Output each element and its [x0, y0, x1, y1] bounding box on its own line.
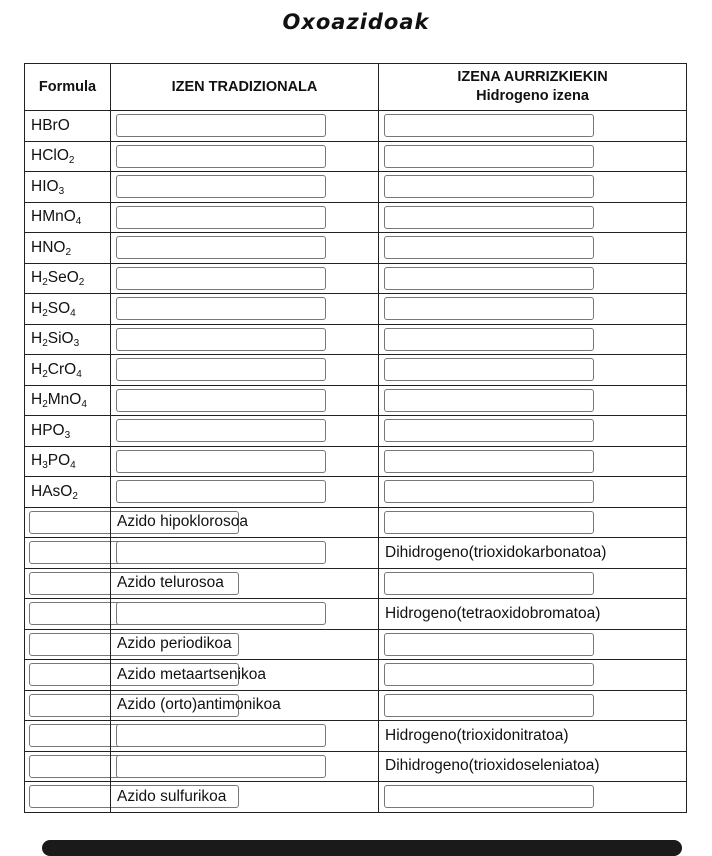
formula-cell: [25, 294, 111, 325]
prefix-name-input[interactable]: [384, 663, 594, 686]
table-row: [25, 294, 687, 325]
traditional-name-cell: [111, 538, 379, 569]
traditional-name-cell: [111, 355, 379, 386]
formula-cell: [25, 141, 111, 172]
formula-cell: [25, 477, 111, 508]
table-row: [25, 111, 687, 142]
prefix-name-cell: [379, 751, 687, 782]
table-row: [25, 141, 687, 172]
traditional-name-cell: [111, 233, 379, 264]
traditional-name-input[interactable]: [116, 541, 326, 564]
table-row: [25, 538, 687, 569]
formula-cell: [25, 385, 111, 416]
formula-cell: [25, 690, 111, 721]
prefix-name-cell: [379, 446, 687, 477]
traditional-name-cell: [111, 477, 379, 508]
prefix-name-cell: [379, 721, 687, 752]
table-row: [25, 416, 687, 447]
prefix-name-cell: [379, 233, 687, 264]
prefix-name-cell: [379, 172, 687, 203]
prefix-name-cell: [379, 385, 687, 416]
traditional-name-cell: [111, 141, 379, 172]
table-row: [25, 690, 687, 721]
prefix-name-text: Dihidrogeno(trioxidoseleniatoa): [385, 757, 600, 775]
formula-cell: [25, 111, 111, 142]
table-row: [25, 721, 687, 752]
formula-cell: [25, 416, 111, 447]
table-row: [25, 477, 687, 508]
traditional-name-cell: [111, 263, 379, 294]
formula-part: H: [31, 360, 43, 378]
traditional-name-cell: [111, 446, 379, 477]
formula-part: H: [31, 452, 43, 470]
traditional-name-input[interactable]: [116, 328, 326, 351]
prefix-name-cell: [379, 324, 687, 355]
table-row: [25, 263, 687, 294]
traditional-name-cell: [111, 568, 379, 599]
table-row: [25, 385, 687, 416]
formula-cell: [25, 568, 111, 599]
prefix-name-input[interactable]: [384, 358, 594, 381]
traditional-name-input[interactable]: [116, 145, 326, 168]
formula-part: MnO: [47, 391, 82, 409]
formula-subscript: 2: [65, 246, 72, 258]
traditional-name-cell: [111, 690, 379, 721]
traditional-name-cell: [111, 782, 379, 813]
formula-cell: [25, 233, 111, 264]
prefix-name-text: Hidrogeno(trioxidonitratoa): [385, 726, 569, 744]
prefix-name-cell: [379, 294, 687, 325]
formula-subscript: 2: [42, 307, 48, 319]
prefix-name-cell: [379, 782, 687, 813]
traditional-name-cell: [111, 172, 379, 203]
table-row: [25, 660, 687, 691]
formula-subscript: 2: [42, 277, 48, 289]
prefix-name-input[interactable]: [384, 694, 594, 717]
traditional-name-input[interactable]: [116, 206, 326, 229]
header-row: [25, 64, 687, 111]
traditional-name-cell: [111, 507, 379, 538]
table-row: [25, 172, 687, 203]
formula-cell: [25, 446, 111, 477]
prefix-name-input[interactable]: [384, 236, 594, 259]
prefix-name-input[interactable]: [384, 633, 594, 656]
formula-part: HIO: [31, 177, 59, 195]
formula-subscript: 4: [70, 307, 76, 319]
formula-cell: [25, 172, 111, 203]
formula-subscript: 3: [58, 185, 65, 197]
traditional-name-input[interactable]: [116, 755, 326, 778]
traditional-name-cell: [111, 294, 379, 325]
formula-part: SeO: [47, 269, 79, 287]
formula-subscript: 2: [42, 368, 48, 380]
formula-part: CrO: [47, 360, 77, 378]
formula-part: H: [31, 330, 43, 348]
formula-part: HAsO: [31, 482, 73, 500]
prefix-name-input[interactable]: [384, 297, 594, 320]
formula-cell: [25, 751, 111, 782]
prefix-name-cell: [379, 111, 687, 142]
prefix-name-input[interactable]: [384, 419, 594, 442]
traditional-name-cell: [111, 416, 379, 447]
table-row: [25, 599, 687, 630]
formula-part: H: [31, 269, 43, 287]
prefix-name-input[interactable]: [384, 145, 594, 168]
formula-part: SiO: [47, 330, 74, 348]
prefix-name-input[interactable]: [384, 206, 594, 229]
formula-cell: [25, 263, 111, 294]
formula-part: PO: [47, 452, 71, 470]
formula-cell: [25, 660, 111, 691]
prefix-name-text: Dihidrogeno(trioxidokarbonatoa): [385, 543, 607, 561]
traditional-name-text: Azido periodikoa: [117, 635, 232, 653]
formula-subscript: 3: [73, 338, 80, 350]
traditional-name-cell: [111, 629, 379, 660]
table-row: [25, 568, 687, 599]
formula-cell: [25, 629, 111, 660]
prefix-name-cell: [379, 202, 687, 233]
formula-subscript: 2: [72, 490, 78, 502]
prefix-name-input[interactable]: [384, 572, 594, 595]
traditional-name-input[interactable]: [116, 480, 326, 503]
prefix-name-cell: [379, 416, 687, 447]
traditional-name-input[interactable]: [116, 236, 326, 259]
traditional-name-input[interactable]: [116, 389, 326, 412]
traditional-name-text: Azido hipoklorosoa: [117, 513, 248, 531]
formula-part: SO: [47, 299, 71, 317]
table-row: [25, 202, 687, 233]
formula-subscript: 4: [70, 460, 76, 472]
traditional-name-cell: [111, 385, 379, 416]
header-prefix-line1: IZENA AURRIZKIEKIN: [457, 69, 608, 85]
header-traditional-name: IZEN TRADIZIONALA: [111, 64, 379, 111]
prefix-name-text: Hidrogeno(tetraoxidobromatoa): [385, 604, 601, 622]
traditional-name-text: Azido sulfurikoa: [117, 787, 227, 805]
traditional-name-input[interactable]: [116, 602, 326, 625]
formula-cell: [25, 782, 111, 813]
formula-subscript: 4: [75, 216, 82, 228]
traditional-name-input[interactable]: [116, 267, 326, 290]
formula-subscript: 3: [64, 429, 71, 441]
formula-cell: [25, 324, 111, 355]
formula-part: HClO: [31, 147, 69, 165]
formula-part: H: [31, 299, 43, 317]
header-prefix-line2: Hidrogeno izena: [476, 88, 589, 104]
prefix-name-input[interactable]: [384, 785, 594, 808]
table-row: [25, 782, 687, 813]
traditional-name-input[interactable]: [116, 114, 326, 137]
traditional-name-text: Azido telurosoa: [117, 574, 224, 592]
formula-cell: [25, 507, 111, 538]
traditional-name-cell: [111, 111, 379, 142]
oxoacid-table: [24, 63, 687, 813]
prefix-name-input[interactable]: [384, 480, 594, 503]
traditional-name-cell: [111, 751, 379, 782]
prefix-name-cell: [379, 660, 687, 691]
table-row: [25, 751, 687, 782]
page-title: Oxoazidoak: [282, 10, 430, 34]
formula-cell: [25, 721, 111, 752]
traditional-name-input[interactable]: [116, 419, 326, 442]
prefix-name-cell: [379, 141, 687, 172]
formula-subscript: 3: [42, 460, 48, 472]
prefix-name-input[interactable]: [384, 511, 594, 534]
formula-subscript: 2: [42, 399, 48, 411]
traditional-name-input[interactable]: [116, 175, 326, 198]
prefix-name-cell: [379, 507, 687, 538]
formula-part: H: [31, 391, 43, 409]
prefix-name-cell: [379, 568, 687, 599]
formula-subscript: 4: [81, 399, 87, 411]
formula-part: HPO: [31, 421, 65, 439]
traditional-name-input[interactable]: [116, 297, 326, 320]
formula-part: HNO: [31, 238, 66, 256]
traditional-name-cell: [111, 324, 379, 355]
formula-part: HMnO: [31, 208, 76, 226]
traditional-name-text: Azido (orto)antimonikoa: [117, 696, 281, 714]
formula-subscript: 2: [78, 277, 85, 289]
traditional-name-text: Azido metaartsenikoa: [117, 665, 267, 683]
prefix-name-input[interactable]: [384, 175, 594, 198]
traditional-name-input[interactable]: [116, 358, 326, 381]
formula-cell: [25, 538, 111, 569]
prefix-name-cell: [379, 629, 687, 660]
prefix-name-cell: [379, 263, 687, 294]
traditional-name-input[interactable]: [116, 724, 326, 747]
formula-cell: [25, 599, 111, 630]
table-row: [25, 355, 687, 386]
bottom-scroll-bar: [42, 840, 682, 856]
table-row: [25, 233, 687, 264]
table-row: [25, 629, 687, 660]
traditional-name-cell: [111, 721, 379, 752]
formula-cell: [25, 202, 111, 233]
traditional-name-input[interactable]: [116, 450, 326, 473]
header-prefix-name: [379, 64, 687, 111]
formula-part: HBrO: [31, 116, 70, 134]
prefix-name-input[interactable]: [384, 389, 594, 412]
formula-subscript: 2: [68, 155, 75, 167]
table-body: [25, 111, 687, 813]
table-row: [25, 507, 687, 538]
prefix-name-input[interactable]: [384, 328, 594, 351]
prefix-name-input[interactable]: [384, 114, 594, 137]
formula-cell: [25, 355, 111, 386]
prefix-name-cell: [379, 538, 687, 569]
prefix-name-cell: [379, 599, 687, 630]
formula-subscript: 2: [42, 338, 48, 350]
traditional-name-cell: [111, 599, 379, 630]
prefix-name-input[interactable]: [384, 450, 594, 473]
table-row: [25, 446, 687, 477]
header-formula: Formula: [25, 64, 111, 111]
traditional-name-cell: [111, 660, 379, 691]
table-row: [25, 324, 687, 355]
prefix-name-input[interactable]: [384, 267, 594, 290]
prefix-name-cell: [379, 355, 687, 386]
traditional-name-cell: [111, 202, 379, 233]
prefix-name-cell: [379, 477, 687, 508]
formula-subscript: 4: [76, 368, 82, 380]
prefix-name-cell: [379, 690, 687, 721]
